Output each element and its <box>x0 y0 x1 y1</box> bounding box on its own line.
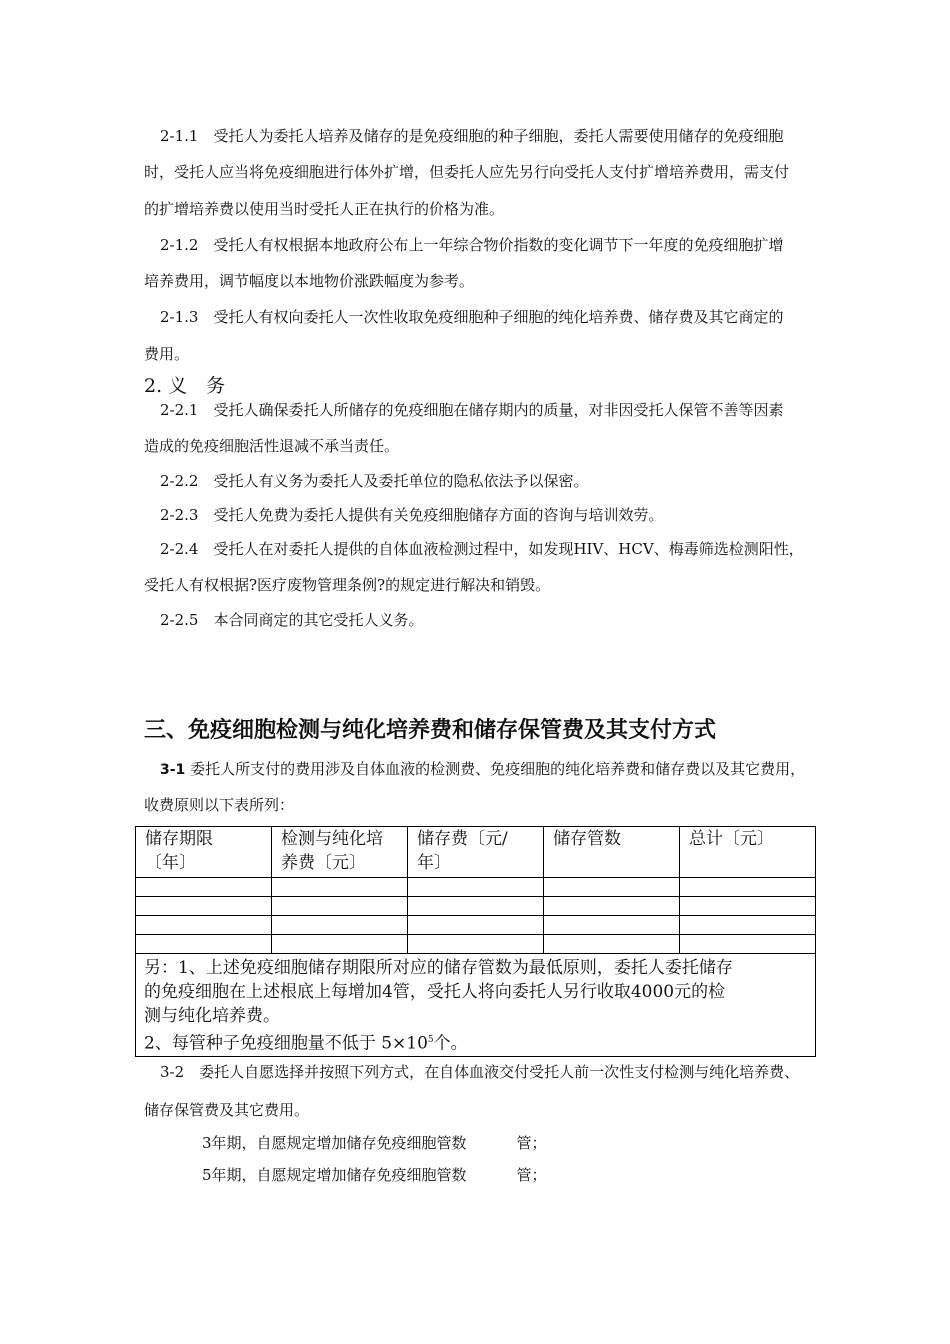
header-storage-period: 储存期限 〔年〕 <box>136 827 272 878</box>
section-3-title: 三、免疫细胞检测与纯化培养费和储存保管费及其支付方式 <box>144 718 717 743</box>
header-tube-count: 储存管数 <box>544 827 680 878</box>
option-3-year: 3年期，自愿规定增加储存免疫细胞管数 管； <box>202 1134 547 1152</box>
header-total: 总计〔元〕 <box>680 827 816 878</box>
duties-heading: 2. 义 务 <box>144 375 226 397</box>
option-5-year: 5年期，自愿规定增加储存免疫细胞管数 管； <box>202 1166 547 1184</box>
header-storage-fee: 储存费〔元/ 年〕 <box>408 827 544 878</box>
fee-table-note-row <box>136 954 816 1057</box>
fee-table <box>135 826 816 1057</box>
table-row <box>136 878 816 897</box>
clause-2-1-1-line3: 的扩增培养费以使用当时受托人正在执行的价格为准。 <box>144 200 505 218</box>
clause-2-1-1-line2: 时，受托人应当将免疫细胞进行体外扩增，但委托人应先另行向受托人支付扩增培养费用，需支付 <box>144 163 790 181</box>
header-testing-fee: 检测与纯化培 养费〔元〕 <box>272 827 408 878</box>
clause-2-1-3-line1: 2-1.3 受托人有权向委托人一次性收取免疫细胞种子细胞的纯化培养费、储存费及其它商定的 <box>160 308 784 326</box>
clause-2-1-2-line2: 培养费用，调节幅度以本地物价涨跌幅度为参考。 <box>144 272 475 290</box>
fee-table-note: 另：1、上述免疫细胞储存期限所对应的储存管数为最低原则，委托人委托储存 的免疫细胞在上述根底上每增加4管，受托人将向委托人另行收取4000元的检 测与纯化培养费。 2、每管种子免疫细胞量不低于 $5\times 10^5$个。 <box>136 954 816 1057</box>
clause-2-1-1-line1: 2-1.1 受托人为委托人培养及储存的是免疫细胞的种子细胞，委托人需要使用储存的免疫细胞 <box>160 127 784 145</box>
clause-3-1-line1 <box>160 752 805 787</box>
clause-3-1-text: 委托人所支付的费用涉及自体血液的检测费、免疫细胞的纯化培养费和储存费以及其它费用， <box>185 760 806 778</box>
clause-3-1-number: 3-1 <box>160 762 186 778</box>
clause-2-2-4-line1: 2-2.4 受托人在对委托人提供的自体血液检测过程中，如发现HIV、HCV、梅毒筛选检测阳性， <box>160 540 804 558</box>
clause-2-1-3-line2: 费用。 <box>144 345 190 363</box>
table-row <box>136 916 816 935</box>
table-row <box>136 897 816 916</box>
table-row <box>136 935 816 954</box>
clause-2-2-3: 2-2.3 受托人免费为委托人提供有关免疫细胞储存方面的咨询与培训效劳。 <box>160 506 664 524</box>
clause-2-1-2-line1: 2-1.2 受托人有权根据本地政府公布上一年综合物价指数的变化调节下一年度的免疫细胞扩增 <box>160 236 784 254</box>
clause-2-2-5: 2-2.5 本合同商定的其它受托人义务。 <box>160 611 424 629</box>
clause-3-2-line1: 3-2 委托人自愿选择并按照下列方式，在自体血液交付受托人前一次性支付检测与纯化培养费、 <box>160 1063 800 1081</box>
clause-2-2-1-line2: 造成的免疫细胞活性退减不承当责任。 <box>144 437 400 455</box>
clause-2-2-2: 2-2.2 受托人有义务为委托人及委托单位的隐私依法予以保密。 <box>160 472 589 490</box>
clause-2-2-1-line1: 2-2.1 受托人确保委托人所储存的免疫细胞在储存期内的质量，对非因受托人保管不善等因素 <box>160 401 784 419</box>
clause-3-1-line2: 收费原则以下表所列： <box>144 796 295 814</box>
fee-table-header-row <box>136 827 816 878</box>
clause-2-2-4-line2: 受托人有权根据?医疗废物管理条例?的规定进行解决和销毁。 <box>144 576 551 594</box>
clause-3-2-line2: 储存保管费及其它费用。 <box>144 1101 310 1119</box>
